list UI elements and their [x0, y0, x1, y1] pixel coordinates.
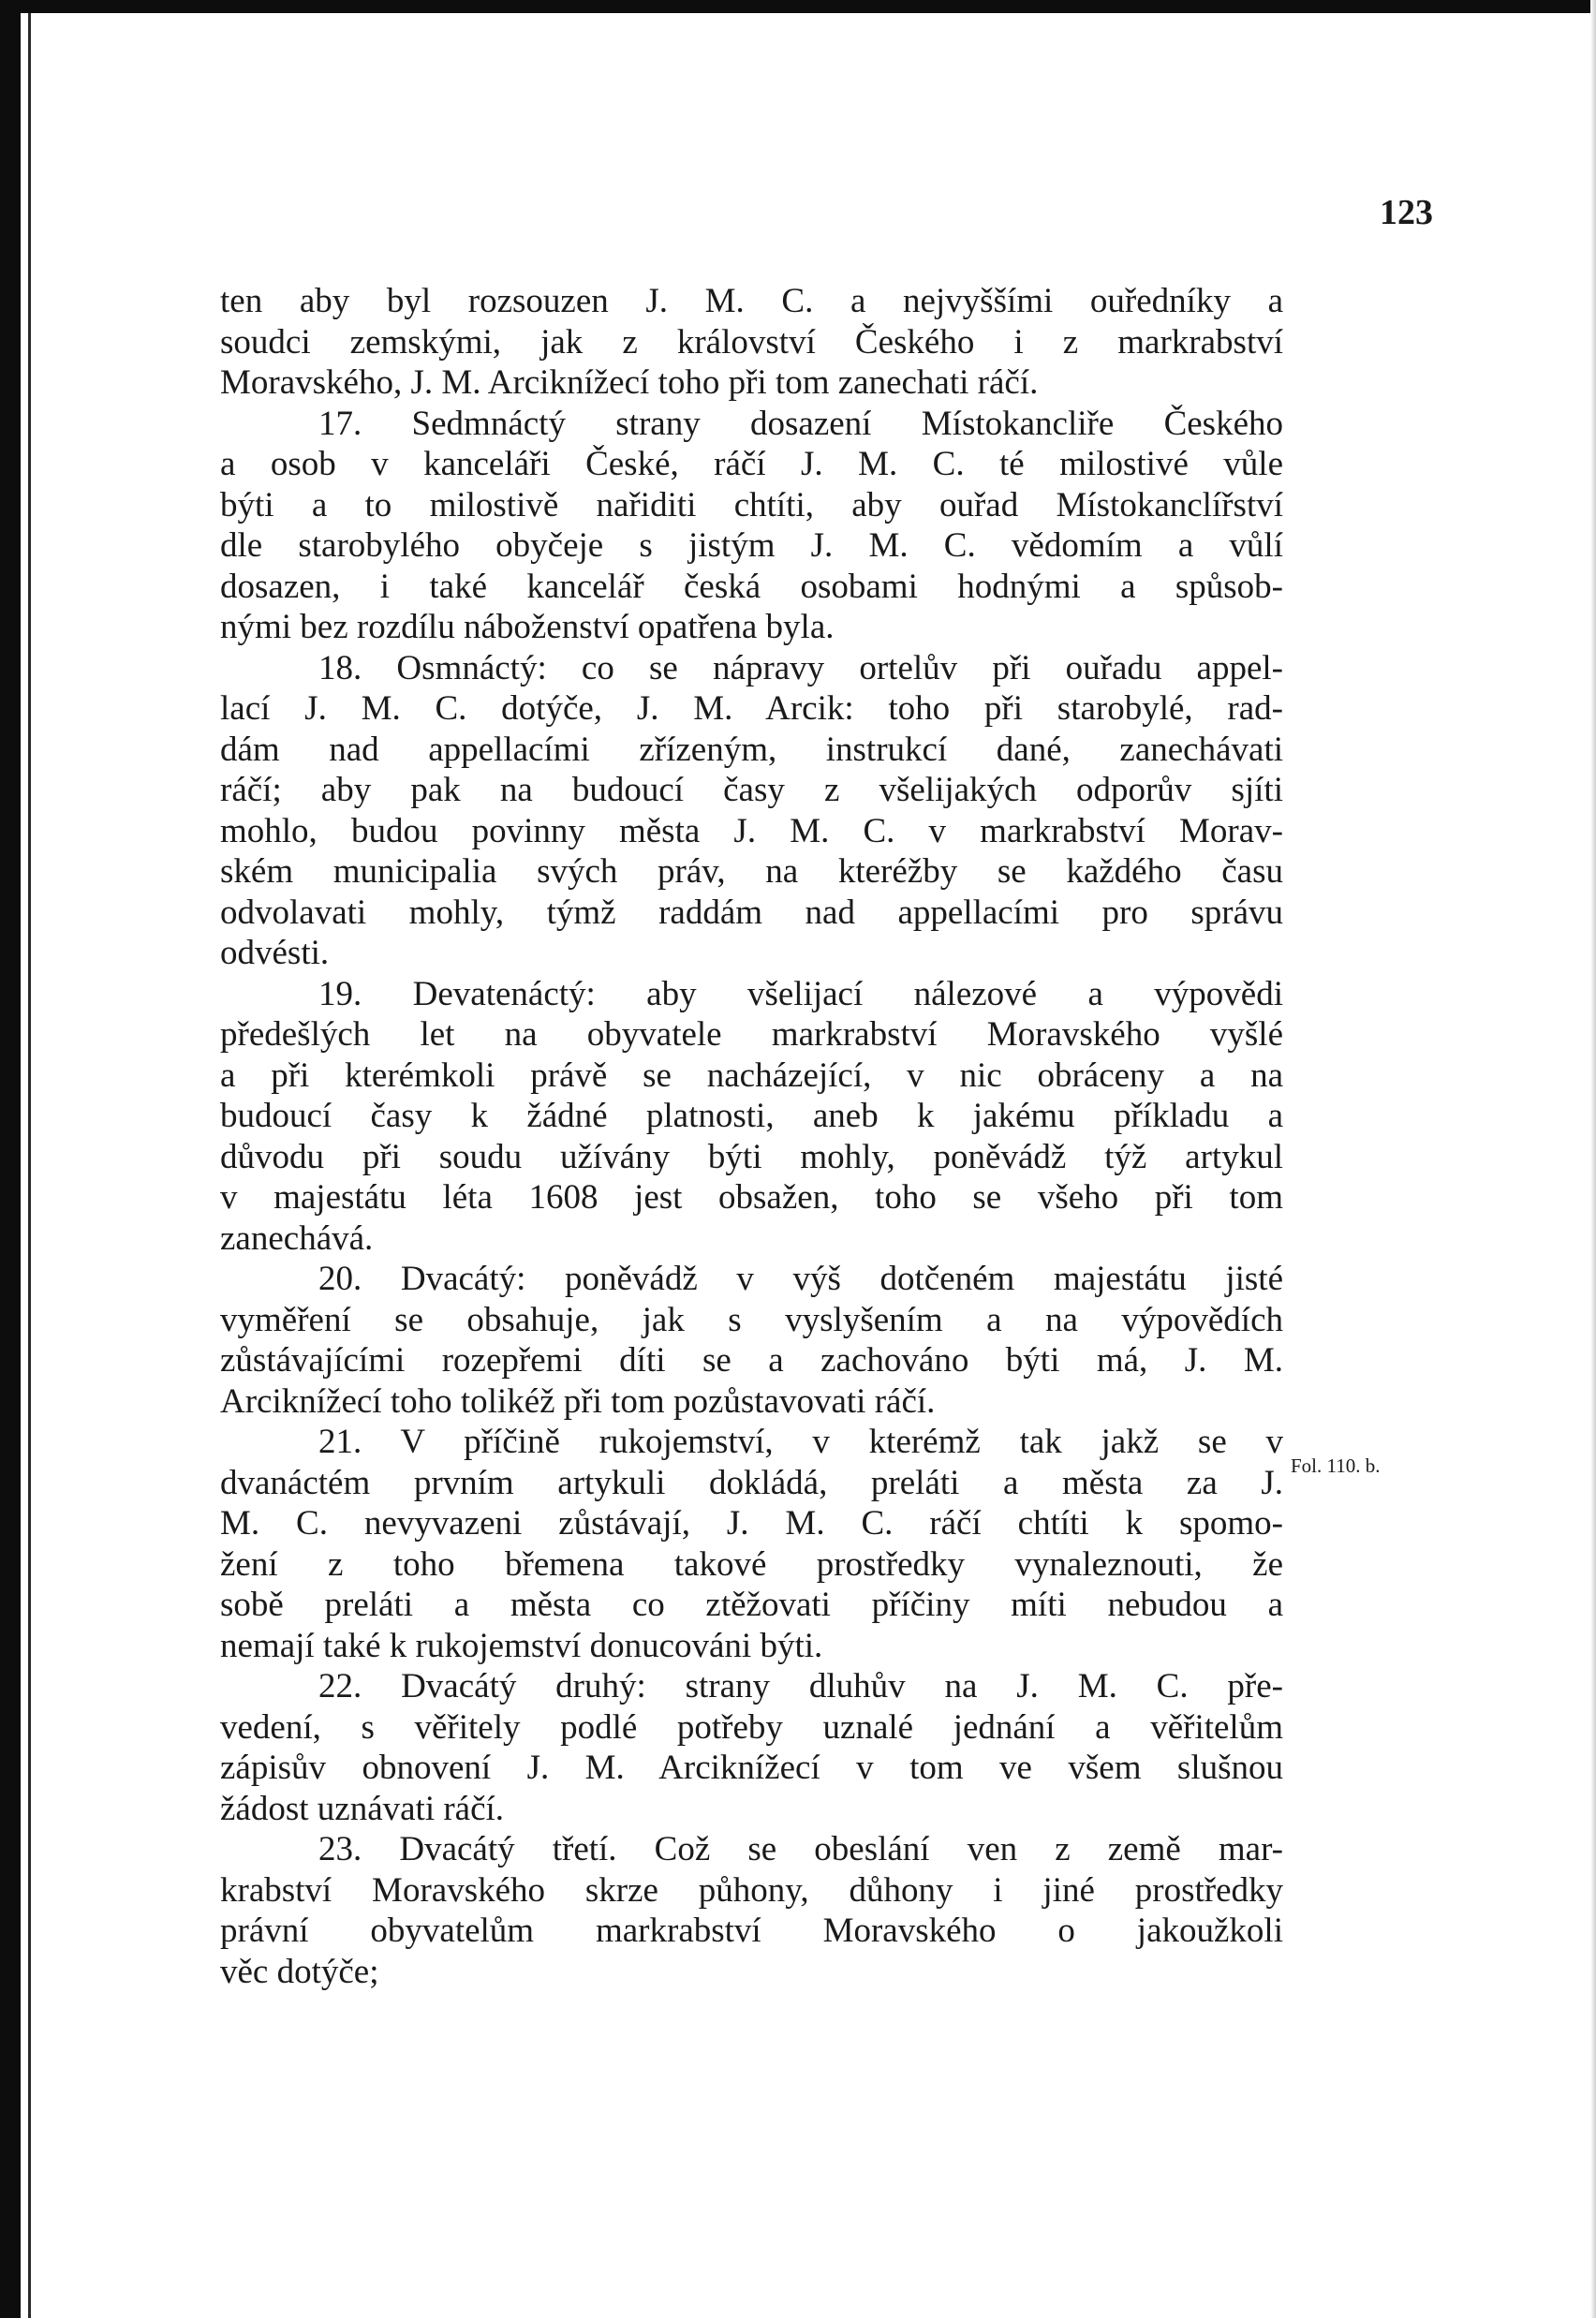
text-line: soudci zemskými, jak z království Českého i z markrabství — [220, 322, 1283, 362]
text-line: krabství Moravského skrze půhony, důhony i jiné prostředky — [220, 1870, 1283, 1910]
text-line: zůstávajícími rozepřemi díti se a zachováno býti má, J. M. — [220, 1341, 1283, 1380]
text-line: zápisův obnovení J. M. Arciknížecí v tom ve všem slušnou — [220, 1749, 1283, 1787]
text-line: důvodu při soudu užívány býti mohly, poněvádž týž artykul — [220, 1137, 1283, 1176]
text-line: Arciknížecí toho tolikéž při tom pozůstavovati ráčí. — [220, 1381, 936, 1421]
text-line: mohlo, budou povinny města J. M. C. v markrabství Morav- — [220, 811, 1283, 850]
text-line: ráčí; aby pak na budoucí časy z všelijakých odporův sjíti — [220, 771, 1283, 809]
text-line: dám nad appellacími zřízeným, instrukcí dané, zanechávati — [220, 730, 1283, 769]
text-line: předešlých let na obyvatele markrabství Moravského vyšlé — [220, 1015, 1283, 1054]
text-line: býti a to milostivě nařiditi chtíti, aby ouřad Místokanclířství — [220, 485, 1283, 524]
text-line: a osob v kanceláři České, ráčí J. M. C. té milostivé vůle — [220, 445, 1283, 483]
text-line: dosazen, i také kancelář česká osobami hodnými a spůsob- — [220, 567, 1283, 606]
text-line: a při kterémkoli právě se nacházející, v nic obráceny a na — [220, 1056, 1283, 1095]
text-line: M. C. nevyvazeni zůstávají, J. M. C. ráčí chtíti k spomo- — [220, 1504, 1283, 1543]
page-right-shadow — [1590, 0, 1596, 2318]
text-line: žádost uznávati ráčí. — [220, 1789, 505, 1828]
text-line: Moravského, J. M. Arciknížecí toho při tom zanechati ráčí. — [220, 363, 1039, 402]
text-line: 19. Devatenáctý: aby všelijací nálezové a výpovědi — [318, 974, 1283, 1013]
text-line: ten aby byl rozsouzen J. M. C. a nejvyššími ouředníky a — [220, 282, 1283, 320]
text-line: lací J. M. C. dotýče, J. M. Arcik: toho při starobylé, rad- — [220, 689, 1283, 728]
text-line: 23. Dvacátý třetí. Což se obeslání ven z země mar- — [318, 1830, 1283, 1868]
text-line: dle starobylého obyčeje s jistým J. M. C. vědomím a vůlí — [220, 526, 1283, 565]
text-line: zanechává. — [220, 1218, 374, 1258]
scan-left-border — [0, 0, 21, 2318]
text-line: ském municipalia svých práv, na kteréžby se každého času — [220, 852, 1283, 891]
text-line: vyměření se obsahuje, jak s vyslyšením a na výpovědích — [220, 1300, 1283, 1339]
text-line: 18. Osmnáctý: co se nápravy ortelův při ouřadu appel- — [318, 648, 1283, 687]
page-edge-line — [28, 13, 31, 2318]
text-line: odvolavati mohly, týmž raddám nad appellacími pro správu — [220, 893, 1283, 932]
text-line: žení z toho břemena takové prostředky vynaleznouti, že — [220, 1544, 1283, 1584]
text-line: 17. Sedmnáctý strany dosazení Místokancliře Českého — [318, 404, 1283, 443]
marginal-note: Fol. 110. b. — [1291, 1454, 1381, 1477]
text-line: dvanáctém prvním artykuli dokládá, preláti a města za J. — [220, 1463, 1283, 1502]
text-line: nemají také k rukojemství donucováni býti. — [220, 1626, 823, 1665]
text-line: věc dotýče; — [220, 1952, 379, 1991]
text-line: sobě preláti a města co ztěžovati příčiny míti nebudou a — [220, 1586, 1283, 1624]
text-line: nými bez rozdílu náboženství opatřena byla. — [220, 608, 835, 646]
text-line: právní obyvatelům markrabství Moravského o jakoužkoli — [220, 1912, 1283, 1950]
text-line: 22. Dvacátý druhý: strany dluhův na J. M. C. pře- — [318, 1667, 1283, 1705]
body-text — [220, 281, 1283, 1992]
text-line: odvésti. — [220, 934, 330, 972]
text-line: 20. Dvacátý: poněvádž v výš dotčeném majestátu jisté — [318, 1260, 1283, 1298]
scan-top-border — [0, 0, 1596, 13]
text-line: v majestátu léta 1608 jest obsažen, toho se všeho při tom — [220, 1178, 1283, 1217]
text-line: budoucí časy k žádné platnosti, aneb k jakému příkladu a — [220, 1097, 1283, 1135]
text-line: 21. V příčině rukojemství, v kterémž tak jakž se v — [318, 1423, 1283, 1461]
text-line: vedení, s věřitely podlé potřeby uznalé jednání a věřitelům — [220, 1707, 1283, 1747]
page-number: 123 — [1380, 193, 1433, 232]
